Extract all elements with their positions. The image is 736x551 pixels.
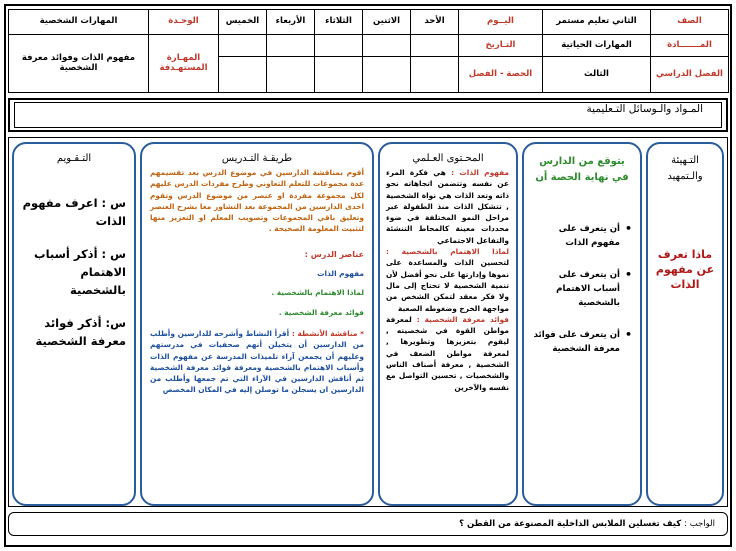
subject-label: المـــــــادة bbox=[651, 35, 729, 57]
objectives-title: يتوقع من الدارس في نهاية الحصة أن bbox=[535, 156, 629, 183]
skill-value: مفهوم الذات وفوائد معرفة الشخصية bbox=[9, 35, 149, 93]
materials-box bbox=[14, 102, 722, 128]
evaluation-question: س : أذكر أسباب الاهتمام بالشخصية bbox=[34, 247, 126, 297]
period-cell-2 bbox=[363, 57, 411, 93]
teaching-element: لماذا الاهتمام بالشخصية . bbox=[271, 288, 364, 298]
date-cell-5 bbox=[219, 35, 267, 57]
evaluation-list bbox=[14, 194, 134, 350]
teaching-card bbox=[140, 142, 374, 506]
content-s1-body: هي فكرة المرء عن نفسه وتتضمن اتجاهاته نحو ذاته وتعد الذات هي نواة الشخصية , تتشكل الذات منذ الطفولة عبر مراحل النمو المختلفة في ضوء محددات معينة كالمحاط التنشئة والتفاعل الاجتماعي bbox=[386, 168, 509, 245]
period-cell-1 bbox=[411, 57, 459, 93]
day-wednesday: الأربعاء bbox=[267, 10, 315, 35]
content-card bbox=[378, 142, 518, 506]
homework-bar bbox=[8, 512, 728, 536]
content-s3-body: لمعرفة مواطن القوة في شخصيته , ليقوم بتعزيزها وتطويرها , لمعرفة مواطن الضعف في الشخصية , معرفة أصناف الناس والشخصيات , تحسين التواصل مع نفسه والآخرين bbox=[386, 314, 509, 392]
date-cell-4 bbox=[267, 35, 315, 57]
day-sunday: الأحد bbox=[411, 10, 459, 35]
content-body bbox=[380, 164, 516, 393]
content-title: المحـتوى العـلمي bbox=[412, 153, 484, 164]
semester-value: الثالث bbox=[543, 57, 651, 93]
period-label: الحصة - الفصل bbox=[459, 57, 543, 93]
objective-item: • أن يتعرف على فوائد معرفة الشخصية bbox=[532, 328, 634, 356]
evaluation-question: س : اعرف مفهوم الذات bbox=[22, 196, 126, 228]
content-s1-head: مفهوم الذات : bbox=[451, 168, 510, 177]
intro-title: التـهيئة والـتمهيد bbox=[667, 155, 703, 182]
teaching-activity-head: * مناقشة الأنشطة : bbox=[291, 328, 365, 338]
objectives-card bbox=[522, 142, 642, 506]
unit-label: الوحـدة bbox=[149, 10, 219, 35]
header-table bbox=[8, 9, 729, 93]
date-cell-2 bbox=[363, 35, 411, 57]
homework-text: كيف تغسلين الملابس الداخلية المصنوعة من القطن ؟ bbox=[459, 519, 682, 529]
intro-card bbox=[646, 142, 724, 506]
teaching-activity-body: أقرأ النشاط وأشرحه للدارسين وأطلب من الدارسين أن يتخيلن أنهم صحفيات في مدرستهم وعليهم أن يجمعن آراء تلميذات المدرسة عن مفهوم الذات وأسباب الاهتمام بالشخصية ومعرفة فوائد معرفة الشخصية ثم أناقش الدارسين في الآراء التي تم جمعها وأطلب من الدارسين ان يسجلن ما توصلن إليه في المكان المخصص bbox=[150, 328, 364, 395]
day-tuesday: الثلاثاء bbox=[315, 10, 363, 35]
teaching-elements-label: عناصر الدرس : bbox=[304, 249, 364, 259]
unit-value: المهارات الشخصية bbox=[9, 10, 149, 35]
day-monday: الاثنين bbox=[363, 10, 411, 35]
evaluation-card bbox=[12, 142, 136, 506]
objective-item: • أن يتعرف على مفهوم الذات bbox=[532, 222, 634, 250]
day-label: اليــوم bbox=[459, 10, 543, 35]
evaluation-question: س: أذكر فوائد معرفة الشخصية bbox=[35, 316, 126, 348]
teaching-element: فوائد معرفة الشخصية . bbox=[278, 307, 364, 317]
teaching-element: مفهوم الذات bbox=[317, 269, 364, 279]
semester-label: الفصل الدراسي bbox=[651, 57, 729, 93]
period-cell-5 bbox=[219, 57, 267, 93]
grade-label: الصف bbox=[651, 10, 729, 35]
objectives-list bbox=[524, 222, 640, 356]
grade-value: الثاني تعليم مستمر bbox=[543, 10, 651, 35]
content-s3-head: فوائد معرفة الشخصية : bbox=[416, 314, 509, 324]
evaluation-title: التـقـويم bbox=[56, 153, 92, 164]
teaching-body bbox=[142, 164, 372, 396]
subject-value: المهارات الحياتية bbox=[543, 35, 651, 57]
date-cell-3 bbox=[315, 35, 363, 57]
content-s2-body: لتحسين الذات والمساعدة على نموها وإدارتها على نحو أفضل لأن تنمية الشخصية لا تحتاج إلى مال ولا فكر معقد لتمكن الشخص من مواجهة الخرج وضغوطه الصعبة bbox=[386, 258, 509, 313]
objective-item: • أن يتعرف على أسباب الاهتمام بالشخصية bbox=[532, 268, 634, 310]
content-s2-head: لماذا الاهتمام بالشخصية : bbox=[386, 247, 509, 257]
teaching-intro: أقوم بمناقشة الدارسين في موضوع الدرس بعد تقسيمهم عدة مجموعات للتعلم التعاوني وطرح مفردات الدرس عليهم لكل مجموعة مفردة او عنصر من موضوع الدرس وتقوم احدى الدارسين من المجموعة بعد التشاور معا بشرح العنصر وتعليق باقي المجموعات وتصويب المعلم او التعزيز منها لتثبيت المعلومة الصحيحة . bbox=[150, 168, 364, 234]
teaching-title: طريقـة التـدريس bbox=[221, 153, 293, 164]
date-cell-1 bbox=[411, 35, 459, 57]
skill-label: المهـارة المستهـدفة bbox=[149, 35, 219, 93]
homework-label: الواجب : bbox=[684, 519, 715, 529]
materials-label: المـواد والـوسائل التـعليمية bbox=[586, 103, 703, 115]
period-cell-3 bbox=[315, 57, 363, 93]
materials-section bbox=[8, 98, 728, 132]
period-cell-4 bbox=[267, 57, 315, 93]
date-label: التـاريخ bbox=[459, 35, 543, 57]
intro-question: ماذا تعرف عن مفهوم الذات bbox=[655, 248, 715, 291]
day-thursday: الخميس bbox=[219, 10, 267, 35]
